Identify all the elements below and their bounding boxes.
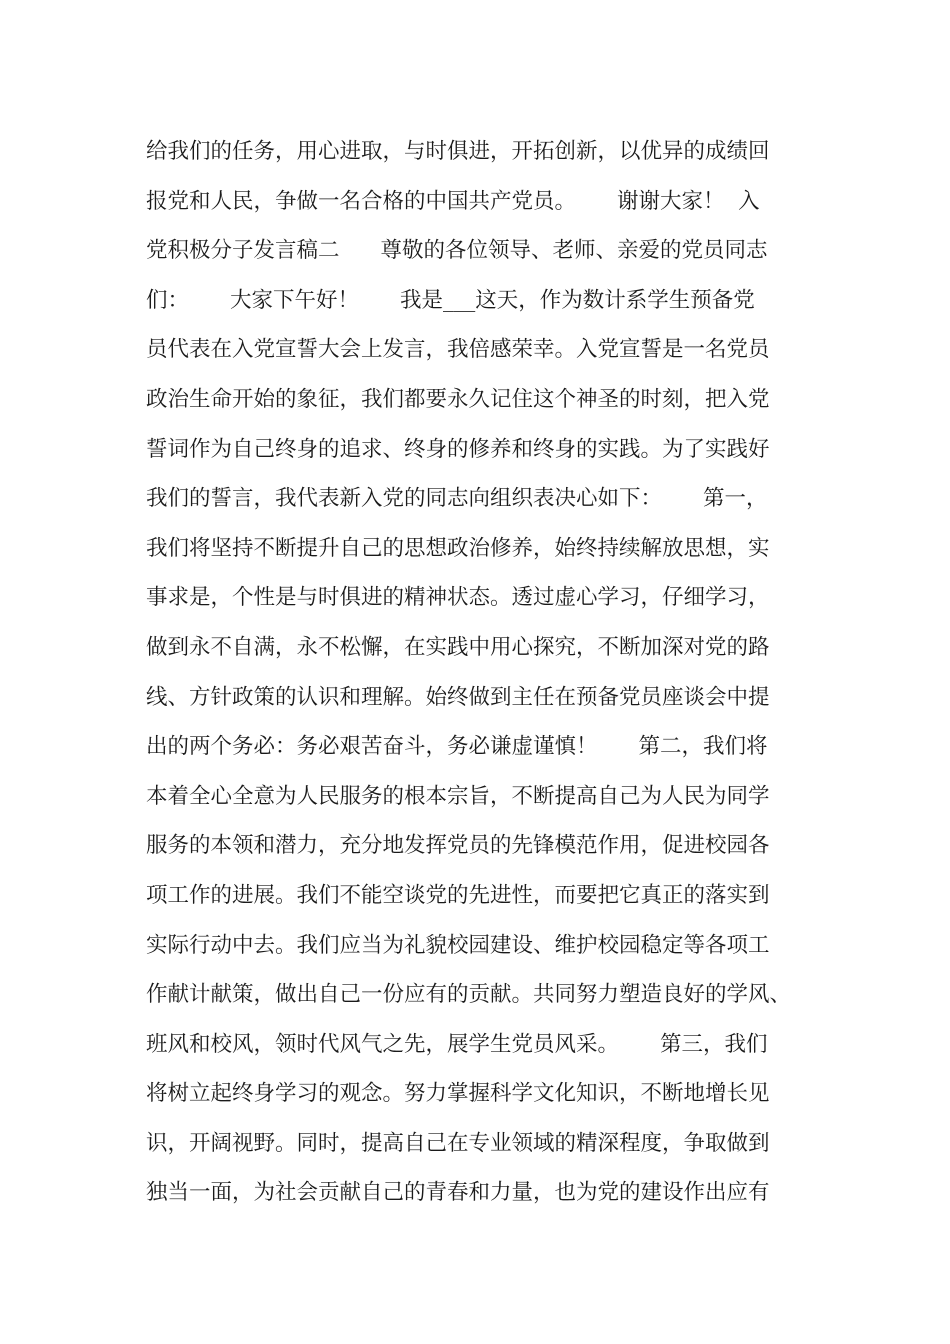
text-line-18: 作献计献策，做出自己一份应有的贡献。共同努力塑造良好的学风、 [146, 982, 792, 1008]
text-line-11: 做到永不自满，永不松懈，在实践中用心探究，不断加深对党的路 [146, 634, 770, 660]
text-line-12: 线、方针政策的认识和理解。始终做到主任在预备党员座谈会中提 [146, 684, 770, 710]
text-line-14: 本着全心全意为人民服务的根本宗旨，不断提高自己为人民为同学 [146, 783, 770, 809]
text-line-8: 我们的誓言，我代表新入党的同志向组织表决心如下： 第一， [146, 486, 768, 512]
text-line-9: 我们将坚持不断提升自己的思想政治修养，始终持续解放思想，实 [146, 535, 770, 561]
text-line-19: 班风和校风，领时代风气之先，展学生党员风采。 第三，我们 [146, 1031, 768, 1057]
text-line-3: 党积极分子发言稿二 尊敬的各位领导、老师、亲爱的党员同志 [146, 238, 768, 264]
text-line-10: 事求是，个性是与时俱进的精神状态。透过虚心学习，仔细学习， [146, 585, 770, 611]
text-line-16: 项工作的进展。我们不能空谈党的先进性，而要把它真正的落实到 [146, 882, 770, 908]
text-line-17: 实际行动中去。我们应当为礼貌校园建设、维护校园稳定等各项工 [146, 932, 770, 958]
text-line-4: 们： 大家下午好！ 我是___这天，作为数计系学生预备党 [146, 287, 755, 313]
text-line-22: 独当一面，为社会贡献自己的青春和力量，也为党的建设作出应有 [146, 1180, 770, 1206]
text-line-15: 服务的本领和潜力，充分地发挥党员的先锋模范作用，促进校园各 [146, 833, 770, 859]
text-line-20: 将树立起终身学习的观念。努力掌握科学文化知识，不断地增长见 [146, 1081, 770, 1107]
text-line-7: 誓词作为自己终身的追求、终身的修养和终身的实践。为了实践好 [146, 436, 770, 462]
text-line-5: 员代表在入党宣誓大会上发言，我倍感荣幸。入党宣誓是一名党员 [146, 337, 770, 363]
text-line-6: 政治生命开始的象征，我们都要永久记住这个神圣的时刻，把入党 [146, 386, 770, 412]
text-line-13: 出的两个务必：务必艰苦奋斗，务必谦虚谨慎！ 第二，我们将 [146, 734, 768, 760]
text-line-21: 识，开阔视野。同时，提高自己在专业领域的精深程度，争取做到 [146, 1130, 770, 1156]
text-line-2: 报党和人民，争做一名合格的中国共产党员。 谢谢大家！ 入 [146, 188, 760, 214]
text-line-1: 给我们的任务，用心进取，与时俱进，开拓创新，以优异的成绩回 [146, 139, 770, 164]
body-text [146, 132, 816, 1223]
